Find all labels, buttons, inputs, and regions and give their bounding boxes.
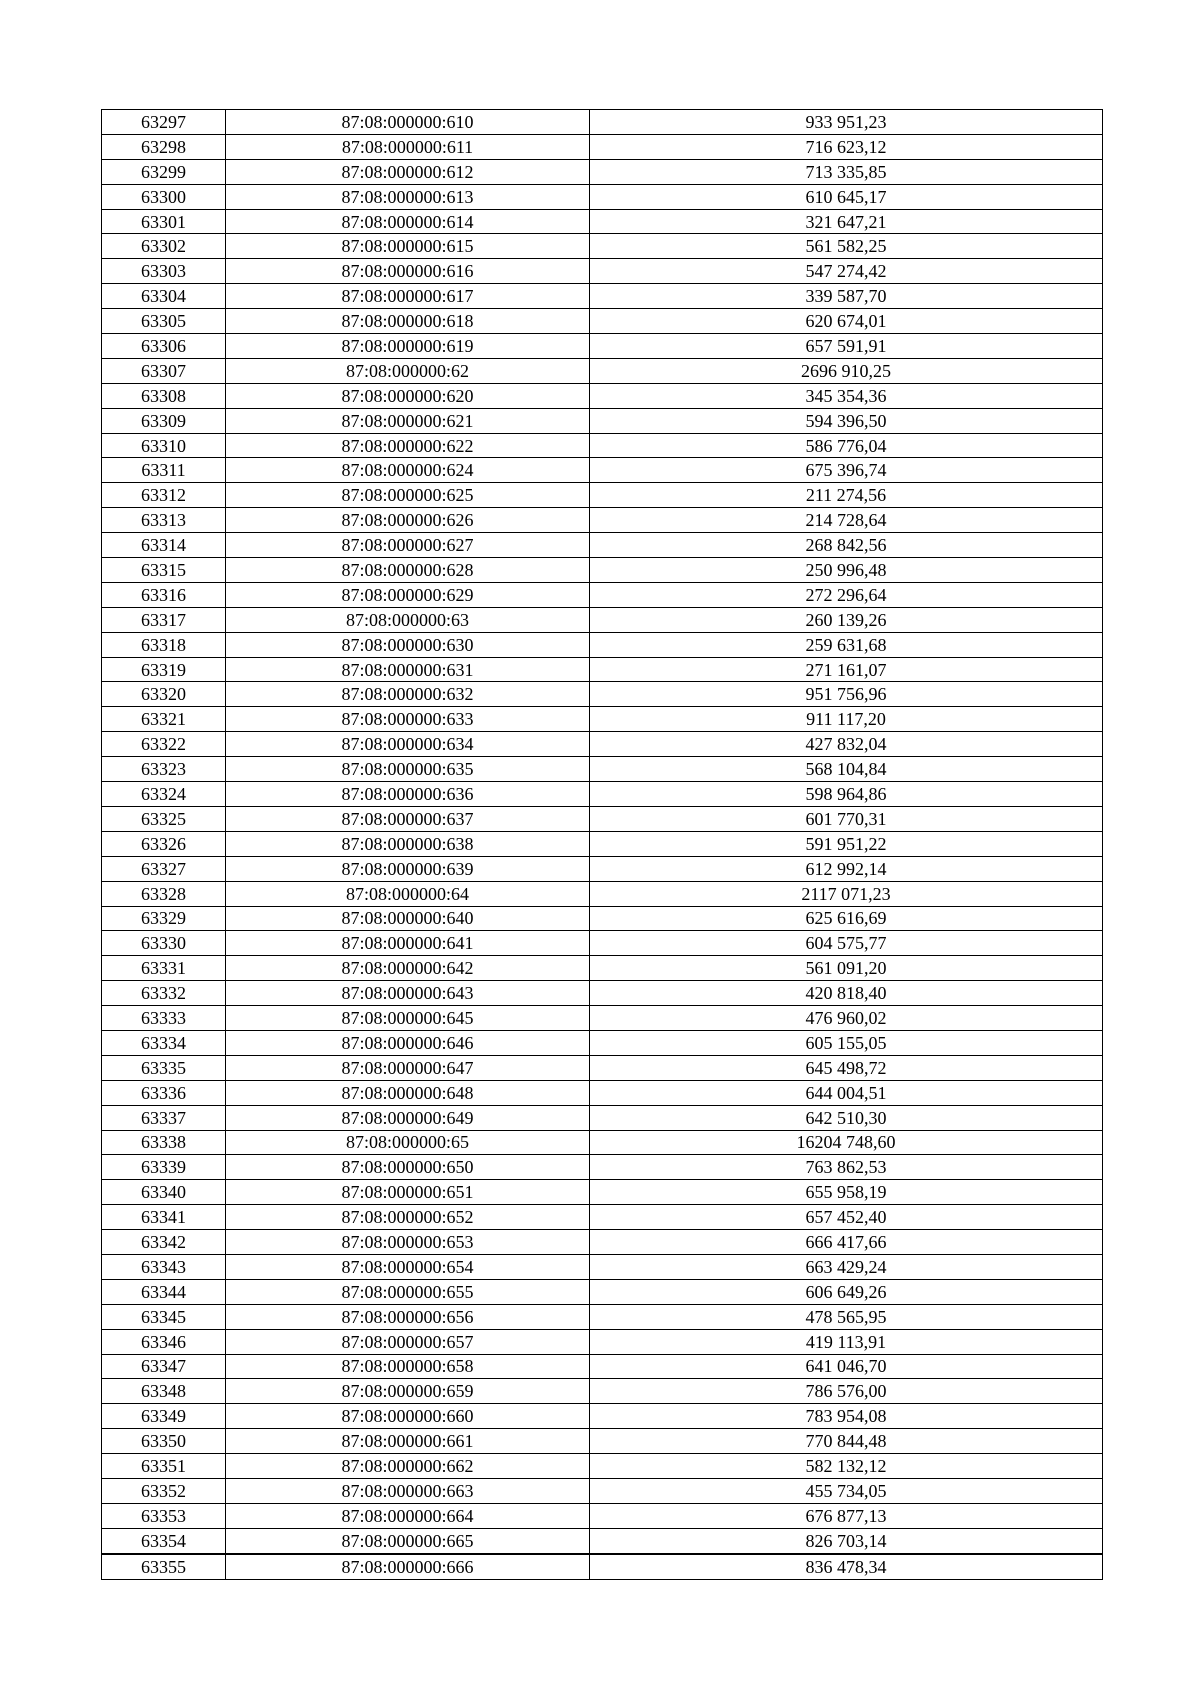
table-row: [102, 358, 1103, 383]
table-row: [102, 981, 1103, 1006]
row-number-cell: 63310: [102, 433, 226, 458]
table-row: [102, 309, 1103, 334]
cadastral-number-cell: 87:08:000000:633: [226, 707, 590, 732]
cadastral-value-cell: 211 274,56: [590, 483, 1103, 508]
row-number-cell: 63297: [102, 110, 226, 135]
table-row: [102, 1006, 1103, 1031]
cadastral-number-cell: 87:08:000000:653: [226, 1230, 590, 1255]
cadastral-number-cell: 87:08:000000:662: [226, 1454, 590, 1479]
table-row: [102, 1180, 1103, 1205]
row-number-cell: 63308: [102, 383, 226, 408]
row-number-cell: 63315: [102, 558, 226, 583]
row-number-cell: 63348: [102, 1379, 226, 1404]
row-number-cell: 63317: [102, 607, 226, 632]
cadastral-number-cell: 87:08:000000:651: [226, 1180, 590, 1205]
row-number-cell: 63324: [102, 782, 226, 807]
table-row: [102, 1130, 1103, 1155]
cadastral-value-cell: 268 842,56: [590, 533, 1103, 558]
cadastral-value-cell: 272 296,64: [590, 582, 1103, 607]
cadastral-value-cell: 568 104,84: [590, 757, 1103, 782]
table-row: [102, 782, 1103, 807]
table-row: [102, 707, 1103, 732]
cadastral-value-cell: 598 964,86: [590, 782, 1103, 807]
cadastral-value-cell: 716 623,12: [590, 134, 1103, 159]
row-number-cell: 63349: [102, 1404, 226, 1429]
row-number-cell: 63355: [102, 1554, 226, 1579]
cadastral-value-cell: 259 631,68: [590, 632, 1103, 657]
table-row: [102, 1429, 1103, 1454]
table-row: [102, 1354, 1103, 1379]
cadastral-value-cell: 601 770,31: [590, 806, 1103, 831]
cadastral-value-cell: 612 992,14: [590, 856, 1103, 881]
cadastral-number-cell: 87:08:000000:649: [226, 1105, 590, 1130]
row-number-cell: 63302: [102, 234, 226, 259]
table-row: [102, 209, 1103, 234]
cadastral-number-cell: 87:08:000000:63: [226, 607, 590, 632]
table-row: [102, 1205, 1103, 1230]
cadastral-value-cell: 770 844,48: [590, 1429, 1103, 1454]
row-number-cell: 63319: [102, 657, 226, 682]
cadastral-number-cell: 87:08:000000:664: [226, 1503, 590, 1528]
cadastral-number-cell: 87:08:000000:655: [226, 1279, 590, 1304]
row-number-cell: 63333: [102, 1006, 226, 1031]
row-number-cell: 63323: [102, 757, 226, 782]
cadastral-number-cell: 87:08:000000:610: [226, 110, 590, 135]
cadastral-value-cell: 610 645,17: [590, 184, 1103, 209]
cadastral-value-cell: 271 161,07: [590, 657, 1103, 682]
table-row: [102, 881, 1103, 906]
table-row: [102, 582, 1103, 607]
table-row: [102, 831, 1103, 856]
cadastral-value-cell: 321 647,21: [590, 209, 1103, 234]
cadastral-value-cell: 676 877,13: [590, 1503, 1103, 1528]
cadastral-number-cell: 87:08:000000:656: [226, 1304, 590, 1329]
cadastral-value-cell: 455 734,05: [590, 1478, 1103, 1503]
row-number-cell: 63318: [102, 632, 226, 657]
table-row: [102, 682, 1103, 707]
cadastral-number-cell: 87:08:000000:636: [226, 782, 590, 807]
table-row: [102, 1304, 1103, 1329]
row-number-cell: 63306: [102, 334, 226, 359]
table-row: [102, 1030, 1103, 1055]
table-row: [102, 558, 1103, 583]
table-row: [102, 607, 1103, 632]
row-number-cell: 63316: [102, 582, 226, 607]
table-row: [102, 1254, 1103, 1279]
cadastral-value-cell: 606 649,26: [590, 1279, 1103, 1304]
cadastral-number-cell: 87:08:000000:659: [226, 1379, 590, 1404]
cadastral-number-cell: 87:08:000000:645: [226, 1006, 590, 1031]
row-number-cell: 63341: [102, 1205, 226, 1230]
row-number-cell: 63350: [102, 1429, 226, 1454]
row-number-cell: 63353: [102, 1503, 226, 1528]
table-row: [102, 931, 1103, 956]
table-row: [102, 1528, 1103, 1553]
row-number-cell: 63329: [102, 906, 226, 931]
cadastral-value-cell: 641 046,70: [590, 1354, 1103, 1379]
cadastral-number-cell: 87:08:000000:654: [226, 1254, 590, 1279]
row-number-cell: 63312: [102, 483, 226, 508]
cadastral-value-cell: 420 818,40: [590, 981, 1103, 1006]
table-row: [102, 334, 1103, 359]
cadastral-value-cell: 214 728,64: [590, 508, 1103, 533]
row-number-cell: 63339: [102, 1155, 226, 1180]
cadastral-value-cell: 836 478,34: [590, 1554, 1103, 1579]
table-row: [102, 657, 1103, 682]
cadastral-value-cell: 666 417,66: [590, 1230, 1103, 1255]
cadastral-number-cell: 87:08:000000:647: [226, 1055, 590, 1080]
table-row: [102, 234, 1103, 259]
row-number-cell: 63320: [102, 682, 226, 707]
cadastral-value-cell: 675 396,74: [590, 458, 1103, 483]
cadastral-value-cell: 911 117,20: [590, 707, 1103, 732]
row-number-cell: 63347: [102, 1354, 226, 1379]
cadastral-value-cell: 419 113,91: [590, 1329, 1103, 1354]
cadastral-value-cell: 561 582,25: [590, 234, 1103, 259]
cadastral-value-cell: 427 832,04: [590, 732, 1103, 757]
row-number-cell: 63332: [102, 981, 226, 1006]
row-number-cell: 63326: [102, 831, 226, 856]
table-row: [102, 632, 1103, 657]
row-number-cell: 63311: [102, 458, 226, 483]
row-number-cell: 63346: [102, 1329, 226, 1354]
cadastral-number-cell: 87:08:000000:630: [226, 632, 590, 657]
row-number-cell: 63321: [102, 707, 226, 732]
table-row: [102, 1080, 1103, 1105]
cadastral-value-cell: 594 396,50: [590, 408, 1103, 433]
cadastral-value-cell: 582 132,12: [590, 1454, 1103, 1479]
cadastral-value-cell: 2117 071,23: [590, 881, 1103, 906]
table-row: [102, 1379, 1103, 1404]
table-row: [102, 1329, 1103, 1354]
row-number-cell: 63345: [102, 1304, 226, 1329]
cadastral-value-cell: 786 576,00: [590, 1379, 1103, 1404]
cadastral-value-cell: 260 139,26: [590, 607, 1103, 632]
row-number-cell: 63300: [102, 184, 226, 209]
table-row: [102, 856, 1103, 881]
row-number-cell: 63301: [102, 209, 226, 234]
cadastral-number-cell: 87:08:000000:624: [226, 458, 590, 483]
table-row: [102, 533, 1103, 558]
table-row: [102, 906, 1103, 931]
row-number-cell: 63340: [102, 1180, 226, 1205]
cadastral-number-cell: 87:08:000000:637: [226, 806, 590, 831]
cadastral-number-cell: 87:08:000000:650: [226, 1155, 590, 1180]
cadastral-value-cell: 345 354,36: [590, 383, 1103, 408]
cadastral-value-cell: 783 954,08: [590, 1404, 1103, 1429]
cadastral-value-cell: 713 335,85: [590, 159, 1103, 184]
cadastral-number-cell: 87:08:000000:639: [226, 856, 590, 881]
row-number-cell: 63298: [102, 134, 226, 159]
cadastral-number-cell: 87:08:000000:625: [226, 483, 590, 508]
cadastral-value-cell: 826 703,14: [590, 1528, 1103, 1553]
row-number-cell: 63309: [102, 408, 226, 433]
cadastral-value-cell: 933 951,23: [590, 110, 1103, 135]
cadastral-number-cell: 87:08:000000:612: [226, 159, 590, 184]
cadastral-value-cell: 620 674,01: [590, 309, 1103, 334]
cadastral-number-cell: 87:08:000000:652: [226, 1205, 590, 1230]
row-number-cell: 63304: [102, 284, 226, 309]
cadastral-number-cell: 87:08:000000:635: [226, 757, 590, 782]
cadastral-value-cell: 16204 748,60: [590, 1130, 1103, 1155]
cadastral-number-cell: 87:08:000000:617: [226, 284, 590, 309]
cadastral-number-cell: 87:08:000000:622: [226, 433, 590, 458]
cadastral-number-cell: 87:08:000000:629: [226, 582, 590, 607]
cadastral-number-cell: 87:08:000000:632: [226, 682, 590, 707]
cadastral-number-cell: 87:08:000000:658: [226, 1354, 590, 1379]
table-row: [102, 483, 1103, 508]
table-row: [102, 458, 1103, 483]
cadastral-number-cell: 87:08:000000:621: [226, 408, 590, 433]
cadastral-number-cell: 87:08:000000:638: [226, 831, 590, 856]
table-row: [102, 1478, 1103, 1503]
row-number-cell: 63325: [102, 806, 226, 831]
cadastral-value-table: [101, 109, 1103, 1580]
row-number-cell: 63299: [102, 159, 226, 184]
cadastral-number-cell: 87:08:000000:618: [226, 309, 590, 334]
row-number-cell: 63354: [102, 1528, 226, 1553]
table-row: [102, 1105, 1103, 1130]
table-row: [102, 408, 1103, 433]
table-row: [102, 1554, 1103, 1579]
table-row: [102, 757, 1103, 782]
table-body: [102, 110, 1103, 1580]
cadastral-value-cell: 476 960,02: [590, 1006, 1103, 1031]
table-row: [102, 1230, 1103, 1255]
table-row: [102, 110, 1103, 135]
cadastral-value-cell: 655 958,19: [590, 1180, 1103, 1205]
cadastral-number-cell: 87:08:000000:648: [226, 1080, 590, 1105]
row-number-cell: 63342: [102, 1230, 226, 1255]
table-row: [102, 433, 1103, 458]
table-row: [102, 1503, 1103, 1528]
cadastral-number-cell: 87:08:000000:65: [226, 1130, 590, 1155]
cadastral-number-cell: 87:08:000000:657: [226, 1329, 590, 1354]
row-number-cell: 63331: [102, 956, 226, 981]
row-number-cell: 63307: [102, 358, 226, 383]
cadastral-number-cell: 87:08:000000:615: [226, 234, 590, 259]
table-row: [102, 1055, 1103, 1080]
cadastral-number-cell: 87:08:000000:663: [226, 1478, 590, 1503]
cadastral-value-cell: 339 587,70: [590, 284, 1103, 309]
cadastral-number-cell: 87:08:000000:614: [226, 209, 590, 234]
cadastral-number-cell: 87:08:000000:641: [226, 931, 590, 956]
cadastral-value-cell: 250 996,48: [590, 558, 1103, 583]
row-number-cell: 63352: [102, 1478, 226, 1503]
cadastral-number-cell: 87:08:000000:616: [226, 259, 590, 284]
cadastral-number-cell: 87:08:000000:626: [226, 508, 590, 533]
table-row: [102, 508, 1103, 533]
row-number-cell: 63337: [102, 1105, 226, 1130]
cadastral-number-cell: 87:08:000000:611: [226, 134, 590, 159]
table-row: [102, 284, 1103, 309]
cadastral-value-cell: 478 565,95: [590, 1304, 1103, 1329]
table-row: [102, 956, 1103, 981]
table-row: [102, 159, 1103, 184]
cadastral-value-cell: 657 591,91: [590, 334, 1103, 359]
cadastral-number-cell: 87:08:000000:62: [226, 358, 590, 383]
row-number-cell: 63335: [102, 1055, 226, 1080]
cadastral-value-cell: 644 004,51: [590, 1080, 1103, 1105]
table-row: [102, 1155, 1103, 1180]
cadastral-value-cell: 591 951,22: [590, 831, 1103, 856]
cadastral-value-cell: 604 575,77: [590, 931, 1103, 956]
table-row: [102, 806, 1103, 831]
cadastral-value-cell: 561 091,20: [590, 956, 1103, 981]
table-row: [102, 259, 1103, 284]
table-row: [102, 1404, 1103, 1429]
cadastral-value-cell: 657 452,40: [590, 1205, 1103, 1230]
cadastral-value-cell: 663 429,24: [590, 1254, 1103, 1279]
cadastral-number-cell: 87:08:000000:631: [226, 657, 590, 682]
cadastral-number-cell: 87:08:000000:634: [226, 732, 590, 757]
cadastral-number-cell: 87:08:000000:619: [226, 334, 590, 359]
cadastral-value-cell: 625 616,69: [590, 906, 1103, 931]
cadastral-number-cell: 87:08:000000:666: [226, 1554, 590, 1579]
row-number-cell: 63330: [102, 931, 226, 956]
cadastral-value-cell: 645 498,72: [590, 1055, 1103, 1080]
row-number-cell: 63343: [102, 1254, 226, 1279]
table-row: [102, 383, 1103, 408]
cadastral-number-cell: 87:08:000000:640: [226, 906, 590, 931]
table-row: [102, 732, 1103, 757]
cadastral-value-cell: 547 274,42: [590, 259, 1103, 284]
cadastral-value-cell: 586 776,04: [590, 433, 1103, 458]
row-number-cell: 63338: [102, 1130, 226, 1155]
cadastral-number-cell: 87:08:000000:628: [226, 558, 590, 583]
row-number-cell: 63322: [102, 732, 226, 757]
cadastral-number-cell: 87:08:000000:613: [226, 184, 590, 209]
row-number-cell: 63328: [102, 881, 226, 906]
cadastral-value-cell: 951 756,96: [590, 682, 1103, 707]
row-number-cell: 63314: [102, 533, 226, 558]
cadastral-number-cell: 87:08:000000:64: [226, 881, 590, 906]
row-number-cell: 63351: [102, 1454, 226, 1479]
table-row: [102, 1279, 1103, 1304]
cadastral-value-cell: 605 155,05: [590, 1030, 1103, 1055]
table-row: [102, 134, 1103, 159]
cadastral-value-cell: 642 510,30: [590, 1105, 1103, 1130]
cadastral-number-cell: 87:08:000000:643: [226, 981, 590, 1006]
cadastral-number-cell: 87:08:000000:660: [226, 1404, 590, 1429]
row-number-cell: 63334: [102, 1030, 226, 1055]
cadastral-number-cell: 87:08:000000:642: [226, 956, 590, 981]
row-number-cell: 63303: [102, 259, 226, 284]
cadastral-number-cell: 87:08:000000:661: [226, 1429, 590, 1454]
row-number-cell: 63344: [102, 1279, 226, 1304]
cadastral-number-cell: 87:08:000000:620: [226, 383, 590, 408]
row-number-cell: 63313: [102, 508, 226, 533]
cadastral-number-cell: 87:08:000000:665: [226, 1528, 590, 1553]
cadastral-number-cell: 87:08:000000:646: [226, 1030, 590, 1055]
row-number-cell: 63336: [102, 1080, 226, 1105]
cadastral-number-cell: 87:08:000000:627: [226, 533, 590, 558]
row-number-cell: 63327: [102, 856, 226, 881]
table-row: [102, 1454, 1103, 1479]
row-number-cell: 63305: [102, 309, 226, 334]
table-row: [102, 184, 1103, 209]
cadastral-value-cell: 763 862,53: [590, 1155, 1103, 1180]
cadastral-value-cell: 2696 910,25: [590, 358, 1103, 383]
